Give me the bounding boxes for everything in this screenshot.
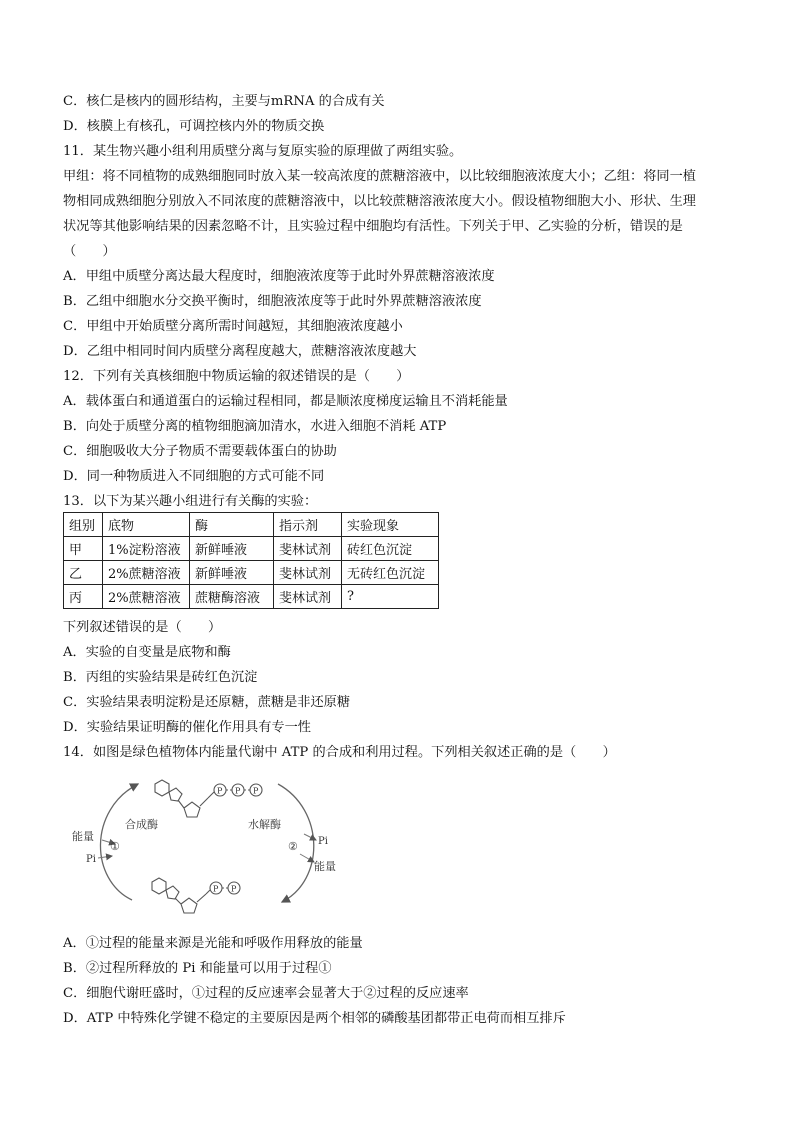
phosphate-label: P: [213, 884, 219, 894]
q13-option-d: D．实验结果证明酶的催化作用具有专一性: [63, 720, 311, 735]
q11-stem: 11．某生物兴趣小组利用质壁分离与复原实验的原理做了两组实验。: [63, 144, 463, 159]
table-cell: 新鲜唾液: [190, 537, 274, 561]
q12-option-c: C．细胞吸收大分子物质不需要载体蛋白的协助: [63, 444, 337, 459]
pi-output-arrow: [304, 834, 316, 840]
table-header-cell: 指示剂: [274, 513, 342, 537]
adenine-ring-icon: [169, 788, 182, 801]
phosphate-label: P: [217, 786, 223, 796]
q11-option-a: A．甲组中质壁分离达最大程度时，细胞液浓度等于此时外界蔗糖溶液浓度: [63, 269, 495, 284]
q14-option-a: A．①过程的能量来源是光能和呼吸作用释放的能量: [63, 936, 363, 951]
q11-option-c: C．甲组中开始质壁分离所需时间越短，其细胞液浓度越小: [63, 319, 403, 334]
q13-option-a: A．实验的自变量是底物和酶: [63, 645, 231, 660]
phosphate-label: P: [231, 884, 237, 894]
table-cell: 斐林试剂: [274, 585, 342, 609]
table-cell: 甲: [64, 537, 103, 561]
synthase-label: 合成酶: [125, 818, 158, 831]
table-cell: ?: [342, 585, 439, 609]
table-header-row: [64, 513, 439, 537]
adenine-ring-icon: [152, 878, 166, 894]
table-cell: 新鲜唾液: [190, 561, 274, 585]
phosphate-label: P: [235, 786, 241, 796]
energy-output-arrow: [300, 854, 314, 862]
table-cell: 斐林试剂: [274, 537, 342, 561]
table-cell: 2%蔗糖溶液: [103, 561, 190, 585]
table-row: [64, 585, 439, 609]
pi-label-right: Pi: [318, 836, 328, 847]
table-cell: 无砖红色沉淀: [342, 561, 439, 585]
q10-option-c: C．核仁是核内的圆形结构，主要与mRNA 的合成有关: [63, 94, 385, 109]
table-header-cell: 酶: [190, 513, 274, 537]
q14-option-c: C．细胞代谢旺盛时，①过程的反应速率会显著大于②过程的反应速率: [63, 986, 469, 1001]
step-1-label: ①: [110, 840, 120, 853]
q13-option-b: B．丙组的实验结果是砖红色沉淀: [63, 670, 258, 685]
table-row: [64, 537, 439, 561]
q11-stem-line-2: 甲组：将不同植物的成熟细胞同时放入某一较高浓度的蔗糖溶液中，以比较细胞液浓度大小；乙组：将同一植: [63, 169, 696, 184]
adenine-ring-icon: [166, 886, 179, 899]
q12-option-b: B．向处于质壁分离的植物细胞滴加清水，水进入细胞不消耗 ATP: [63, 419, 447, 434]
hydrolase-label: 水解酶: [248, 818, 281, 831]
table-cell: 砖红色沉淀: [342, 537, 439, 561]
q11-answer-blank: （ ）: [63, 244, 116, 259]
q11-option-d: D．乙组中相同时间内质壁分离程度越大，蔗糖溶液浓度越大: [63, 344, 417, 359]
q11-option-b: B．乙组中细胞水分交换平衡时，细胞液浓度等于此时外界蔗糖溶液浓度: [63, 294, 482, 309]
table-cell: 蔗糖酶溶液: [190, 585, 274, 609]
table-cell: 乙: [64, 561, 103, 585]
q13-option-c: C．实验结果表明淀粉是还原糖，蔗糖是非还原糖: [63, 695, 351, 710]
q10-option-d: D．核膜上有核孔，可调控核内外的物质交换: [63, 119, 325, 134]
ribose-ring-icon: [181, 898, 197, 913]
table-cell: 2%蔗糖溶液: [103, 585, 190, 609]
q14-stem: 14．如图是绿色植物体内能量代谢中 ATP 的合成和利用过程。下列相关叙述正确的是（ ）: [63, 745, 616, 760]
table-header-cell: 实验现象: [342, 513, 439, 537]
q12-option-a: A．载体蛋白和通道蛋白的运输过程相同，都是顺浓度梯度运输且不消耗能量: [63, 394, 508, 409]
pi-label-left: Pi: [86, 854, 96, 865]
q13-stem: 13．以下为某兴趣小组进行有关酶的实验：: [63, 494, 318, 509]
q12-stem: 12．下列有关真核细胞中物质运输的叙述错误的是（ ）: [63, 369, 410, 384]
table-cell: 丙: [64, 585, 103, 609]
adp-molecule: [152, 878, 240, 913]
table-cell: 斐林试剂: [274, 561, 342, 585]
phosphate-label: P: [253, 786, 259, 796]
q11-stem-line-4: 状况等其他影响结果的因素忽略不计，且实验过程中细胞均有活性。下列关于甲、乙实验的分析，错误的是: [63, 219, 683, 234]
energy-label-right: 能量: [314, 860, 336, 873]
adenine-ring-icon: [155, 780, 169, 796]
q11-stem-line-3: 物相同成熟细胞分别放入不同浓度的蔗糖溶液中，以比较蔗糖溶液浓度大小。假设植物细胞大小、形状、生理: [63, 194, 696, 209]
q13-sub-stem: 下列叙述错误的是（ ）: [63, 620, 222, 635]
enzyme-experiment-table: [63, 512, 439, 609]
atp-cycle-diagram: [60, 770, 350, 920]
q14-option-b: B．②过程所释放的 Pi 和能量可以用于过程①: [63, 961, 332, 976]
table-row: [64, 561, 439, 585]
table-cell: 1%淀粉溶液: [103, 537, 190, 561]
step-2-label: ②: [288, 840, 298, 853]
table-header-cell: 组别: [64, 513, 103, 537]
ribose-ring-icon: [184, 802, 200, 817]
table-header-cell: 底物: [103, 513, 190, 537]
q12-option-d: D．同一种物质进入不同细胞的方式可能不同: [63, 469, 325, 484]
atp-molecule: [155, 780, 262, 817]
energy-label-left: 能量: [72, 830, 94, 843]
pi-input-arrow: [98, 856, 112, 858]
q14-option-d: D．ATP 中特殊化学键不稳定的主要原因是两个相邻的磷酸基团都带正电荷而相互排斥: [63, 1011, 566, 1026]
